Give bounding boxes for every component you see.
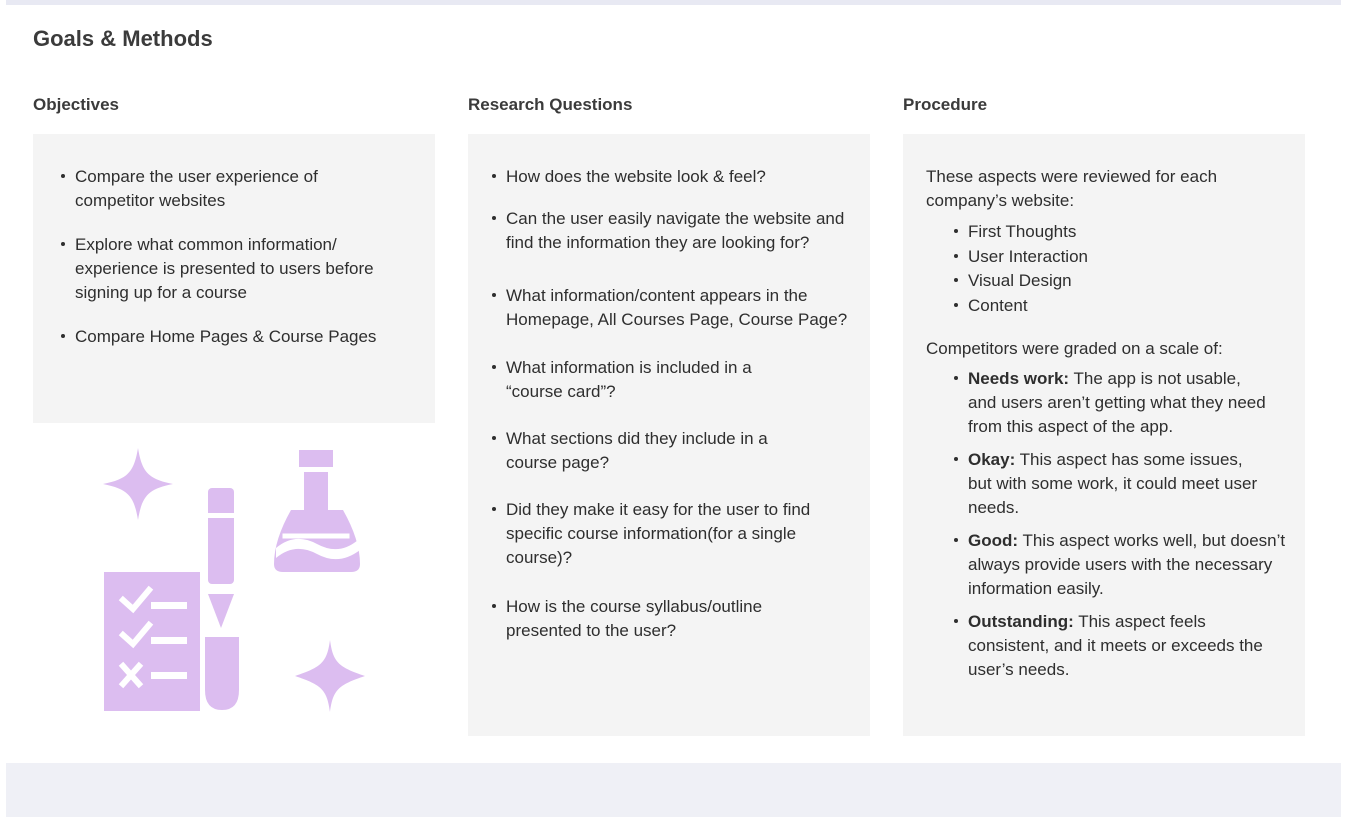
- objectives-card: [33, 134, 435, 423]
- sparkle-icon: [103, 448, 173, 520]
- research-questions-list: [492, 165, 850, 643]
- aspects-list: [954, 220, 1287, 319]
- aspect-item: First Thoughts: [954, 220, 1287, 245]
- research-illustration: [95, 440, 375, 720]
- grade-text: The app is not usable, and users aren’t getting what they need from this aspect of the app.: [968, 368, 1266, 436]
- objective-item: Compare the user experience of competitor websites: [61, 165, 395, 213]
- page-title: Goals & Methods: [33, 26, 213, 51]
- grade-item: [954, 448, 1268, 520]
- question-item: How does the website look & feel?: [492, 165, 856, 189]
- grade-label: Okay:: [968, 449, 1016, 469]
- grade-label: Outstanding:: [968, 611, 1074, 631]
- grade-item: [954, 610, 1278, 682]
- grade-item: [954, 367, 1268, 439]
- procedure-card: [903, 134, 1305, 736]
- grade-label: Needs work:: [968, 368, 1070, 388]
- pencil-icon: [205, 488, 239, 710]
- top-band: [6, 0, 1341, 5]
- question-item: What information is included in a “course card”?: [492, 356, 796, 404]
- grade-label: Good:: [968, 530, 1019, 550]
- aspect-item: Content: [954, 294, 1287, 319]
- research-questions-heading: Research Questions: [468, 95, 633, 114]
- bottom-band: [6, 763, 1341, 817]
- sparkle-icon: [295, 640, 365, 712]
- objectives-heading: Objectives: [33, 95, 119, 114]
- grades-list: [954, 367, 1287, 682]
- grade-text: This aspect works well, but doesn’t always provide users with the necessary information easily.: [968, 530, 1286, 598]
- procedure-heading: Procedure: [903, 95, 988, 114]
- grade-text: This aspect has some issues, but with some work, it could meet user needs.: [968, 449, 1258, 517]
- question-item: What information/content appears in the Homepage, All Courses Page, Course Page?: [492, 284, 856, 332]
- research-questions-card: [468, 134, 870, 736]
- objective-item: Compare Home Pages & Course Pages: [61, 325, 395, 349]
- aspect-item: User Interaction: [954, 245, 1287, 270]
- procedure-intro: These aspects were reviewed for each company’s website:: [926, 167, 1218, 210]
- objectives-list: [61, 165, 407, 349]
- question-item: How is the course syllabus/outline presented to the user?: [492, 595, 806, 643]
- question-item: Can the user easily navigate the website and find the information they are looking for?: [492, 207, 851, 255]
- objective-item: Explore what common information/ experience is presented to users before signing up for a course: [61, 233, 415, 305]
- scale-intro: Competitors were graded on a scale of:: [926, 338, 1223, 358]
- question-item: Did they make it easy for the user to find specific course information(for a single course)?: [492, 498, 856, 570]
- aspect-item: Visual Design: [954, 269, 1287, 294]
- grade-text: This aspect feels consistent, and it meets or exceeds the user’s needs.: [968, 611, 1263, 679]
- question-item: What sections did they include in a course page?: [492, 427, 806, 475]
- grade-item: [954, 529, 1288, 601]
